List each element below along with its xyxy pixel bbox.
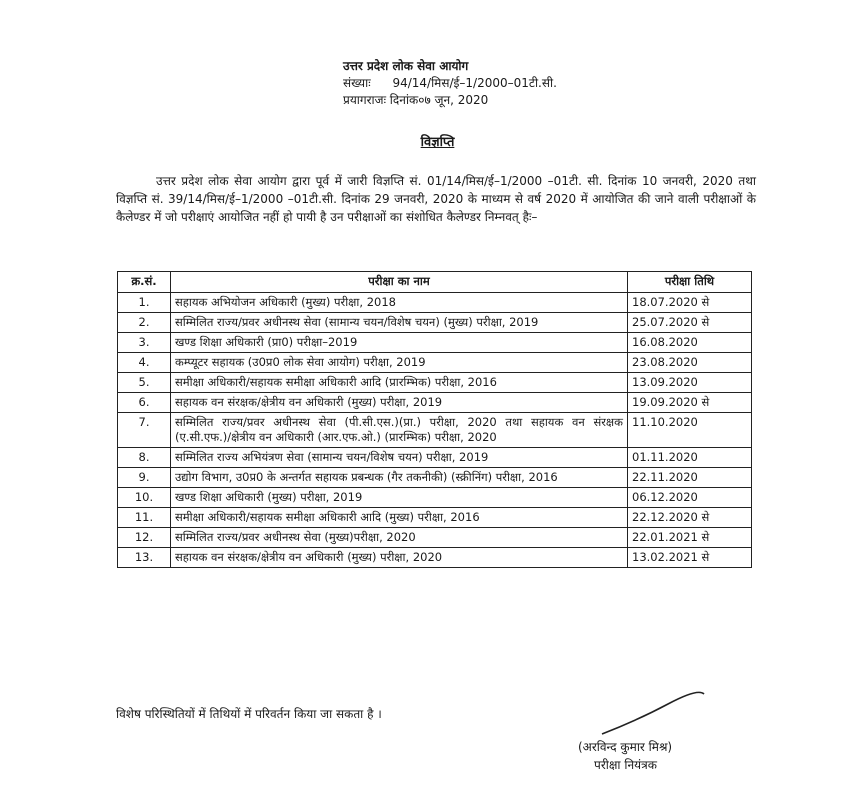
exam-date-cell: 25.07.2020 से (628, 313, 752, 333)
table-row (118, 413, 752, 448)
serial-cell: 2. (118, 313, 171, 333)
serial-cell: 8. (118, 448, 171, 468)
table-row (118, 508, 752, 528)
serial-cell: 1. (118, 293, 171, 313)
exam-name-cell: खण्ड शिक्षा अधिकारी (मुख्य) परीक्षा, 2019 (171, 488, 628, 508)
exam-name-cell: समीक्षा अधिकारी/सहायक समीक्षा अधिकारी आदि (प्रारम्भिक) परीक्षा, 2016 (171, 373, 628, 393)
exam-date-cell: 13.02.2021 से (628, 548, 752, 568)
signature-mark (598, 690, 708, 740)
exam-name-cell: सम्मिलित राज्य/प्रवर अधीनस्थ सेवा (मुख्य)परीक्षा, 2020 (171, 528, 628, 548)
footer-note: विशेष परिस्थितियों में तिथियों में परिवर्तन किया जा सकता है । (116, 707, 382, 721)
reference-number-label: संख्याः (343, 76, 371, 90)
header-serial: क्र.सं. (118, 272, 171, 293)
exam-date-cell: 16.08.2020 (628, 333, 752, 353)
exam-date-cell: 06.12.2020 (628, 488, 752, 508)
exam-name-cell: सहायक वन संरक्षक/क्षेत्रीय वन अधिकारी (मुख्य) परीक्षा, 2019 (171, 393, 628, 413)
table-row (118, 528, 752, 548)
exam-date-cell: 22.12.2020 से (628, 508, 752, 528)
exam-name-cell: कम्प्यूटर सहायक (उ0प्र0 लोक सेवा आयोग) परीक्षा, 2019 (171, 353, 628, 373)
serial-cell: 4. (118, 353, 171, 373)
exam-calendar-table (117, 271, 752, 568)
table-row (118, 393, 752, 413)
serial-cell: 5. (118, 373, 171, 393)
signatory-block (578, 738, 672, 774)
table-row (118, 333, 752, 353)
exam-date-cell: 19.09.2020 से (628, 393, 752, 413)
exam-name-cell: समीक्षा अधिकारी/सहायक समीक्षा अधिकारी आदि (मुख्य) परीक्षा, 2016 (171, 508, 628, 528)
exam-name-cell: सहायक अभियोजन अधिकारी (मुख्य) परीक्षा, 2018 (171, 293, 628, 313)
serial-cell: 11. (118, 508, 171, 528)
exam-date-cell: 18.07.2020 से (628, 293, 752, 313)
exam-name-cell: खण्ड शिक्षा अधिकारी (प्रा0) परीक्षा–2019 (171, 333, 628, 353)
exam-date-cell: 22.01.2021 से (628, 528, 752, 548)
exam-name-cell: सम्मिलित राज्य/प्रवर अधीनस्थ सेवा (सामान्य चयन/विशेष चयन) (मुख्य) परीक्षा, 2019 (171, 313, 628, 333)
table-row (118, 313, 752, 333)
exam-name-cell: सम्मिलित राज्य अभियंत्रण सेवा (सामान्य चयन/विशेष चयन) परीक्षा, 2019 (171, 448, 628, 468)
exam-name-cell: सहायक वन संरक्षक/क्षेत्रीय वन अधिकारी (मुख्य) परीक्षा, 2020 (171, 548, 628, 568)
serial-cell: 10. (118, 488, 171, 508)
header-exam-date: परीक्षा तिथि (628, 272, 752, 293)
exam-name-cell: सम्मिलित राज्य/प्रवर अधीनस्थ सेवा (पी.सी.एस.)(प्रा.) परीक्षा, 2020 तथा सहायक वन संरक्षक (ए.सी.एफ.)/क्षेत्रीय वन अधिकारी (आर.एफ.ओ.) (प्रारम्भिक) परीक्षा, 2020 (171, 413, 628, 448)
reference-number-value: 94/14/मिस/ई–1/2000–01टी.सी. (392, 76, 557, 90)
exam-name-cell: उद्योग विभाग, उ0प्र0 के अन्तर्गत सहायक प्रबन्धक (गैर तकनीकी) (स्क्रीनिंग) परीक्षा, 2016 (171, 468, 628, 488)
exam-date-cell: 11.10.2020 (628, 413, 752, 448)
serial-cell: 12. (118, 528, 171, 548)
serial-cell: 7. (118, 413, 171, 448)
notice-title (0, 132, 850, 150)
reference-number (343, 75, 557, 92)
serial-cell: 9. (118, 468, 171, 488)
exam-date-cell: 23.08.2020 (628, 353, 752, 373)
table-header-row (118, 272, 752, 293)
letter-header (343, 58, 557, 109)
organization-name: उत्तर प्रदेश लोक सेवा आयोग (343, 59, 469, 73)
table-row (118, 488, 752, 508)
serial-cell: 6. (118, 393, 171, 413)
table-row (118, 293, 752, 313)
serial-cell: 13. (118, 548, 171, 568)
exam-date-cell: 22.11.2020 (628, 468, 752, 488)
signatory-designation: परीक्षा नियंत्रक (594, 758, 657, 772)
exam-date-cell: 13.09.2020 (628, 373, 752, 393)
table-row (118, 353, 752, 373)
exam-date-cell: 01.11.2020 (628, 448, 752, 468)
notice-paragraph: उत्तर प्रदेश लोक सेवा आयोग द्वारा पूर्व में जारी विज्ञप्ति सं. 01/14/मिस/ई–1/2000 –01टी. सी. दिनांक 10 जनवरी, 2020 तथा विज्ञप्ति सं. 39/14/मिस/ई–1/2000 –01टी.सी. दिनांक 29 जनवरी, 2020 के माध्यम से वर्ष 2020 में आयोजित की जाने वाली परीक्षाओं के कैलेण्डर में जो परीक्षाएं आयोजित नहीं हो पायी है उन परीक्षाओं का संशोधित कैलेण्डर निम्नवत् हैः– (116, 174, 756, 224)
header-exam-name: परीक्षा का नाम (171, 272, 628, 293)
table-body (118, 293, 752, 568)
table-row (118, 373, 752, 393)
place-date: प्रयागराजः दिनांक०७ जून, 2020 (343, 93, 489, 107)
table-row (118, 448, 752, 468)
table-row (118, 548, 752, 568)
notice-title-text: विज्ञप्ति (420, 135, 455, 150)
serial-cell: 3. (118, 333, 171, 353)
table-row (118, 468, 752, 488)
signatory-name: (अरविन्द कुमार मिश्र) (578, 740, 673, 754)
